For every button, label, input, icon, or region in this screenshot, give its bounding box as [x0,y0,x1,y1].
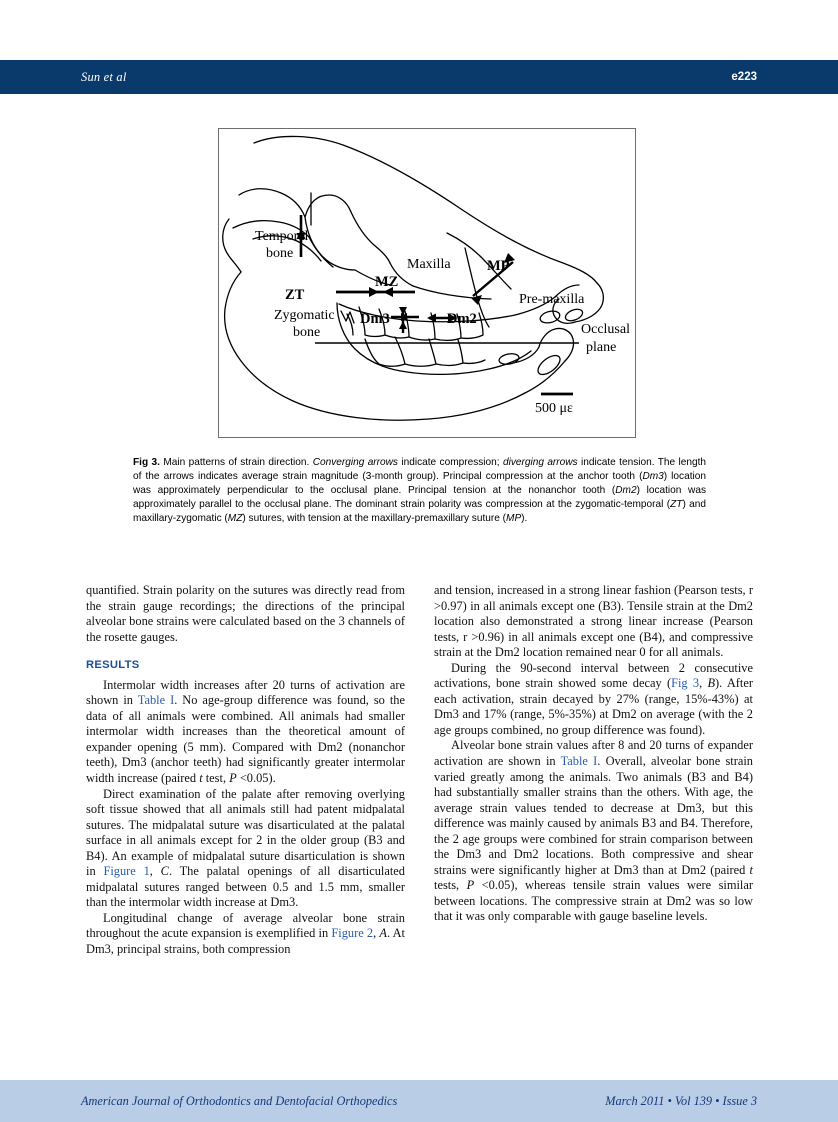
label-mp: MP [487,258,510,274]
label-zygomatic-bone-line1: Zygomatic [274,308,335,323]
p1-em-p: P [229,771,237,786]
r3-em-t: t [749,862,753,877]
paragraph-palate-examination [86,787,405,911]
label-temporal-bone-line1: Temporal [255,229,309,244]
right-column [434,583,753,958]
footer-journal-title: American Journal of Orthodontics and Dentofacial Orthopedics [81,1093,398,1108]
p1-text-b: . No age-group difference was found, so the data of all animals were combined. All animals had smaller intermolar width increases than the theoretical amount of expander opening (5 mm). Compared with Dm2 (nonanchor teeth), Dm3 (anchor teeth) had significantly greater intermolar width increase (paired [86,693,405,786]
figure-caption-part7: ) sutures, with tension at the maxillary-premaxillary suture ( [242,513,507,525]
r2-text-c: ). After each activation, strain decayed by 27% (range, 15%-43%) at Dm3 and 17% (range, 5%-35%) at Dm2 on average (with the 2 age groups combined, no group difference was found). [434,676,754,737]
p3-text-c: . At Dm3, principal strains, both compression [86,926,405,957]
p1-text-c: test, [202,771,230,786]
figure-caption-number: Fig 3. [133,457,160,468]
figure-caption-part4: ) location was approximately perpendicular to the occlusal plane. Principal tension at the nonanchor tooth ( [133,471,706,497]
figure-caption-part1: Main patterns of strain direction. [159,457,313,468]
figure-caption-em4: Dm2 [615,485,637,497]
paragraph-strain-values [434,738,753,925]
r2-text-a: During the 90-second interval between 2 consecutive activations, bone strain showed some decay ( [434,660,753,691]
r1-text: and tension, increased in a strong linear fashion (Pearson tests, r >0.97) in all animals except one (B3). Tensile strain at the Dm2 location also demonstrated a strong linear increase (Pearson tests, r >0.96) in all animals except one (B4), and compressive strain at the Dm2 location remained near 0 for all animals. [434,583,753,660]
label-maxilla: Maxilla [407,257,451,272]
paragraph-intermolar-width [86,678,405,787]
xref-fig-3[interactable]: Fig 3 [671,676,700,691]
label-occlusal-line1: Occlusal [581,322,630,337]
figure-caption-part2: indicate compression; [397,457,503,468]
r3-em-p: P [466,878,475,893]
p1-text-a: Intermolar width increases after 20 turns of activation are shown in [86,677,405,708]
label-mz: MZ [375,274,399,290]
label-temporal-bone-line2: bone [266,246,294,261]
xref-figure-2[interactable]: Figure 2 [331,926,374,941]
label-scale-bar: 500 με [535,401,573,416]
r3-text-b: . Overall, alveolar bone strain varied greatly among the animals. Two animals (B3 and B4) had substantially smaller strains than the others. With age, the average strain values tended to decrease at Dm3, but this difference was mainly caused by animals B3 and B4. Therefore, the 2 age groups were combined for strain comparison between the Dm3 and Dm2 locations. Both compressive and shear strains were significantly higher at Dm3 than at Dm2 (paired [434,754,753,877]
label-dm3: Dm3 [360,311,390,327]
label-dm2: Dm2 [447,311,477,327]
figure-caption-part8: ). [521,513,528,525]
figure-caption-em1: Converging arrows [312,457,398,468]
paragraph-methods-tail [86,583,405,645]
r2-text-b: , [699,676,708,691]
running-head-page-number: e223 [731,71,757,83]
figure-caption-part6: ) and maxillary-zygomatic ( [133,499,706,525]
left-column [86,583,405,958]
figure-caption-em2: diverging arrows [502,457,578,468]
p2-text-c: . The palatal openings of all disarticulated midpalatal sutures ranged between 0.5 and 1.5 mm, smaller than the intermolar width increase at Dm3. [86,864,405,910]
xref-table-1[interactable]: Table I [137,693,175,708]
p1-text-d: <0.05). [236,771,276,786]
xref-figure-1[interactable]: Figure 1 [103,864,150,879]
figure-caption-part3: indicate tension. The length of the arrows indicates average strain magnitude (3-month group). Principal compression at the anchor tooth ( [133,457,707,483]
r2-em-b: B [707,676,716,691]
body-columns [86,583,754,958]
p1-em-t: t [199,771,203,786]
p2-em-c: C [160,864,169,879]
figure-caption-em6: MZ [227,513,243,525]
paragraph-strain-decay [434,661,753,739]
running-head-authors: Sun et al [81,69,127,84]
r3-text-c: tests, [434,878,467,893]
paragraph-longitudinal-change [86,911,405,958]
p2-text-b: , [149,864,161,879]
section-heading-results: RESULTS [86,659,140,672]
page-footer-bar [0,1080,838,1122]
label-occlusal-line2: plane [586,340,617,355]
p3-em-a: A [379,926,387,941]
skull-strain-diagram [219,129,635,437]
running-head-bar [0,60,838,94]
figure-3-caption [133,456,706,526]
figure-caption-em3: Dm3 [642,471,664,483]
methods-tail-text: quantified. Strain polarity on the sutures was directly read from the strain gauge recordings; the directions of the principal alveolar bone strains were calculated based on the 3 channels of the rosette gauges. [86,583,405,644]
figure-3-image-frame [218,128,636,438]
figure-caption-em7: MP [506,513,522,525]
paragraph-linear-increase [434,583,753,661]
figure-caption-em5: ZT [670,499,683,511]
label-zt: ZT [285,287,305,303]
label-zygomatic-bone-line2: bone [293,325,321,340]
figure-caption-part5: ) location was approximately parallel to the occlusal plane. The dominant strain polarity was compression at the zygomatic-temporal ( [133,485,706,511]
p2-text-a: Direct examination of the palate after removing overlying soft tissue showed that all animals still had patent midpalatal sutures. The midpalatal suture was disarticulated at the palatal surface in all animals except for 2 in the older group (B3 and B4). An example of midpalatal suture disarticulation is shown in [86,786,405,879]
r3-text-d: <0.05), whereas tensile strain values were similar between locations. The compressive strain at Dm2 was so low that it was only comparable with gauge baseline levels. [434,878,753,924]
p3-text-a: Longitudinal change of average alveolar bone strain throughout the acute expansion is exemplified in [86,910,405,941]
label-pre-maxilla: Pre-maxilla [519,292,585,307]
p3-text-b: , [373,926,380,941]
figure-3-block [133,128,706,526]
footer-issue-info: March 2011 • Vol 139 • Issue 3 [605,1093,757,1108]
r3-text-a: Alveolar bone strain values after 8 and 20 turns of expander activation are shown in [434,738,753,769]
xref-table-1-right[interactable]: Table I [560,754,598,769]
